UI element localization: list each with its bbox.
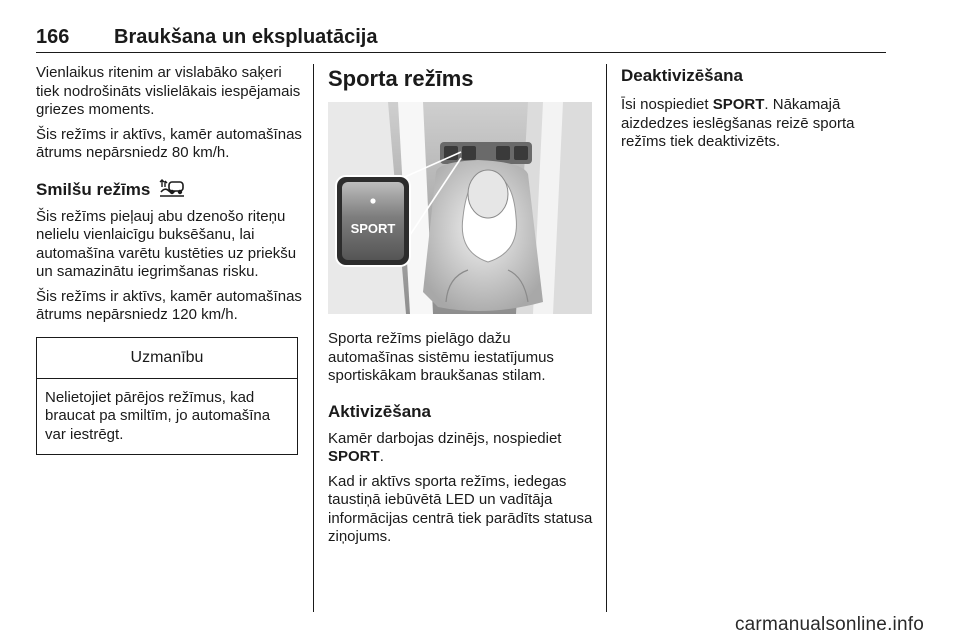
paragraph: Šis režīms ir aktīvs, kamēr automašīnas ātrums nepārsniedz 120 km/h.	[36, 287, 302, 323]
text-run: Kamēr darbojas dzinējs, nospiediet	[328, 429, 562, 447]
paragraph: Šis režīms pieļauj abu dzenošo riteņu nelielu vienlaicīgu buksēšanu, lai automašīna varētu kustēties uz priekšu un samazinātu iegrimšanas risku.	[36, 207, 297, 280]
heading-activation: Aktivizēšana	[328, 401, 431, 421]
column-1	[36, 64, 302, 455]
paragraph: Kad ir aktīvs sporta režīms, iedegas taustiņā iebūvētā LED un vadītāja informācijas centrā tiek parādīts statusa ziņojums.	[328, 472, 593, 545]
warning-box	[36, 337, 298, 456]
paragraph: Šis režīms ir aktīvs, kamēr automašīnas ātrums nepārsniedz 80 km/h.	[36, 125, 302, 161]
warning-title: Uzmanību	[37, 338, 297, 379]
sport-keyword: SPORT	[328, 448, 380, 465]
paragraph: Vienlaikus ritenim ar vislabāko saķeri tiek nodrošināts vislielākais iespējamais griezes moments.	[36, 64, 301, 118]
sport-button-illustration	[328, 102, 592, 314]
text-run: .	[379, 448, 384, 465]
page-number: 166	[36, 26, 70, 48]
text-run: . Nākamajā aizdedzes ieslēgšanas reizē sporta režīms tiek deaktivizēts.	[621, 96, 855, 150]
sport-button-label: SPORT	[350, 221, 396, 236]
paragraph: Sporta režīms pielāgo dažu automašīnas sistēmu iestatījumus sportiskākam braukšanas stilam.	[328, 330, 554, 384]
heading-sand-mode	[36, 179, 302, 200]
warning-body: Nelietojiet pārējos režīmus, kad braucat pa smiltīm, jo automašīna var iestrēgt.	[45, 388, 271, 443]
column-divider-2	[606, 64, 607, 612]
sport-keyword: SPORT	[712, 96, 765, 113]
sand-mode-icon	[159, 179, 185, 197]
heading-deactivation: Deaktivizēšana	[621, 66, 743, 85]
watermark: carmanualsonline.info	[734, 614, 924, 635]
paragraph	[328, 430, 594, 467]
text-run: Īsi nospiediet	[621, 96, 713, 113]
column-2	[328, 64, 594, 553]
paragraph	[621, 96, 887, 152]
column-3	[621, 64, 887, 158]
section-title: Braukšana un ekspluatācija	[114, 26, 378, 48]
heading-sport-mode: Sporta režīms	[328, 66, 474, 91]
heading-sand-mode-text: Smilšu režīms	[36, 179, 151, 199]
column-divider-1	[313, 64, 314, 612]
page-header	[36, 24, 886, 53]
